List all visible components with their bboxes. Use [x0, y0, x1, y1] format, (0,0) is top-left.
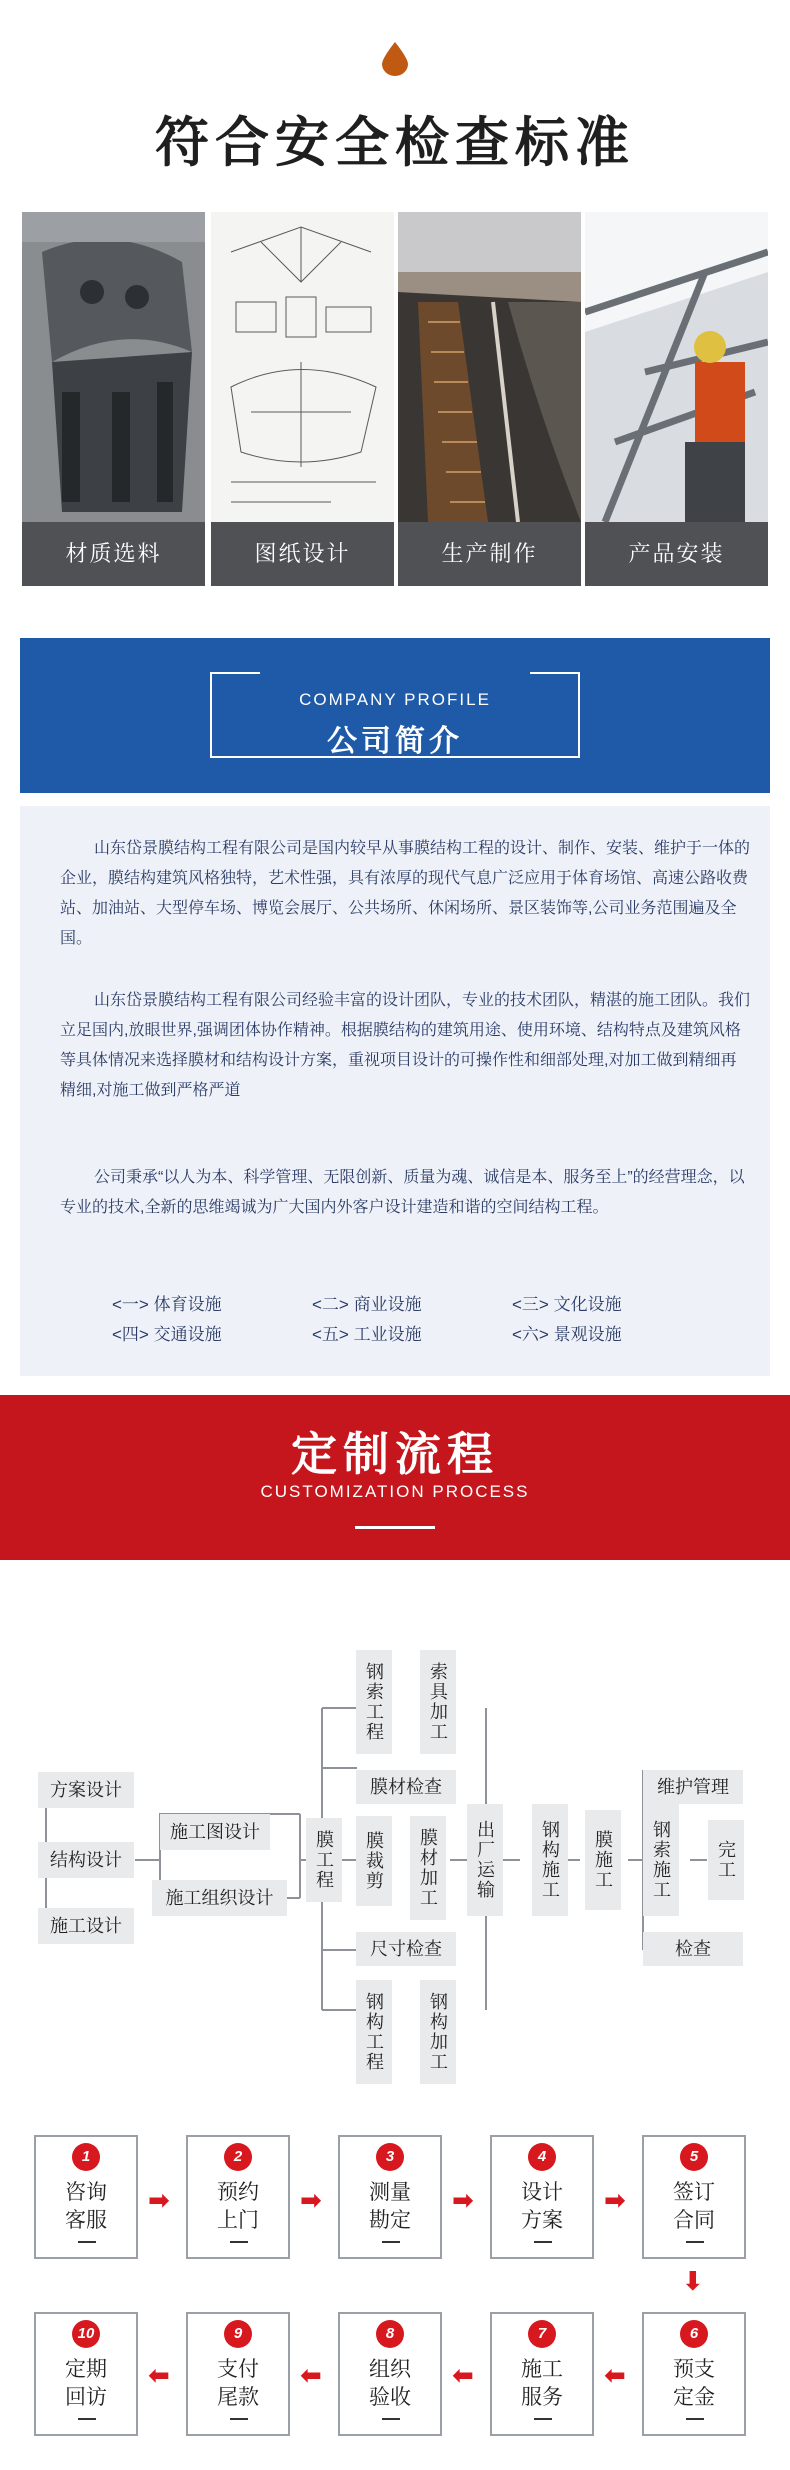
card-install-label: 产品安装 [585, 522, 768, 586]
facility-item: <三> 文化设施 [512, 1295, 622, 1314]
step-number: 9 [224, 2320, 252, 2348]
step-text: 施工 服务 [521, 2358, 563, 2409]
arrow-right-icon: ➡ [300, 2185, 322, 2215]
card-production [398, 212, 581, 586]
card-drawing-label: 图纸设计 [211, 522, 394, 586]
arrow-left-icon: ⬅ [300, 2360, 322, 2390]
profile-paragraph: 公司秉承“以人为本、科学管理、无限创新、质量为魂、诚信是本、服务至上”的经营理念，以专业的技术,全新的思维竭诚为广大国内外客户设计建造和谐的空间结构工程。 [60, 1169, 745, 1216]
flow-construction-drawing: 施工图设计 [160, 1814, 270, 1850]
arrow-right-icon: ➡ [452, 2185, 474, 2215]
card-drawing [211, 212, 394, 586]
arrow-right-icon: ➡ [148, 2185, 170, 2215]
custom-divider [355, 1526, 435, 1529]
blueprint-photo [211, 212, 394, 522]
step-card [642, 2135, 746, 2259]
custom-title-en: CUSTOMIZATION PROCESS [260, 1482, 530, 1501]
step-number: 5 [680, 2143, 708, 2171]
step-card [34, 2312, 138, 2436]
steel-parts-photo [22, 212, 205, 522]
step-text: 咨询 客服 [65, 2181, 107, 2232]
step-number: 7 [528, 2320, 556, 2348]
flow-construction-org: 施工组织设计 [152, 1880, 287, 1916]
facility-item: <一> 体育设施 [112, 1295, 222, 1314]
facility-item: <二> 商业设施 [312, 1295, 422, 1314]
water-drop-icon [382, 42, 408, 76]
flow-construction-design: 施工设计 [38, 1908, 134, 1944]
step-card [186, 2135, 290, 2259]
step-card [338, 2312, 442, 2436]
arrow-left-icon: ⬅ [604, 2360, 626, 2390]
profile-title-cn: 公司简介 [327, 725, 463, 758]
step-card [642, 2312, 746, 2436]
flow-cable-engineering: 钢索工程 [356, 1650, 392, 1754]
step-text: 预约 上门 [217, 2181, 259, 2232]
flow-cable-processing: 索具加工 [420, 1650, 456, 1754]
flow-steel-processing: 钢构加工 [420, 1980, 456, 2084]
card-install [585, 212, 768, 586]
step-number: 6 [680, 2320, 708, 2348]
flow-structure-design: 结构设计 [38, 1842, 134, 1878]
flow-membrane-engineering: 膜工程 [306, 1818, 342, 1902]
step-number: 4 [528, 2143, 556, 2171]
flow-maintenance: 维护管理 [643, 1770, 743, 1804]
step-number: 8 [376, 2320, 404, 2348]
facility-item: <五> 工业设施 [312, 1325, 422, 1344]
arrow-left-icon: ⬅ [148, 2360, 170, 2390]
profile-paragraph: 山东岱景膜结构工程有限公司经验丰富的设计团队，专业的技术团队，精湛的施工团队。我们立足国内,放眼世界,强调团体协作精神。根据膜结构的建筑用途、使用环境、结构特点及建筑风格等具体情况来选择膜材和结构设计方案，重视项目设计的可操作性和细部处理,对加工做到精细再精细,对施工做到严格严道 [60, 992, 751, 1099]
process-flow-diagram [0, 1620, 790, 2090]
step-text: 定期 回访 [65, 2358, 107, 2409]
step-text: 签订 合同 [673, 2181, 715, 2232]
safety-section [0, 0, 790, 620]
flow-complete: 完工 [708, 1820, 744, 1900]
card-material [22, 212, 205, 586]
profile-body [20, 806, 770, 1376]
welding-production-photo [398, 212, 581, 522]
flow-size-check: 尺寸检查 [356, 1932, 456, 1966]
step-text: 支付 尾款 [217, 2358, 259, 2409]
profile-title-en: COMPANY PROFILE [299, 690, 491, 709]
step-card [34, 2135, 138, 2259]
step-text: 预支 定金 [673, 2358, 715, 2409]
profile-paragraph: 山东岱景膜结构工程有限公司是国内较早从事膜结构工程的设计、制作、安装、维护于一体的企业，膜结构建筑风格独特，艺术性强，具有浓厚的现代气息广泛应用于体育场馆、高速公路收费站、加油站、大型停车场、博览会展厅、公共场所、休闲场所、景区装饰等,公司业务范围遍及全国。 [60, 840, 751, 947]
step-card [186, 2312, 290, 2436]
arrow-left-icon: ⬅ [452, 2360, 474, 2390]
flow-cable-construction: 钢索施工 [643, 1804, 679, 1916]
step-card [490, 2135, 594, 2259]
step-text: 测量 勘定 [369, 2181, 411, 2232]
flow-inspection: 检查 [643, 1932, 743, 1966]
flow-membrane-cutting: 膜裁剪 [356, 1816, 392, 1906]
arrow-right-icon: ➡ [604, 2185, 626, 2215]
step-number: 2 [224, 2143, 252, 2171]
step-number: 10 [72, 2320, 100, 2348]
card-production-label: 生产制作 [398, 522, 581, 586]
flow-steel-construction: 钢构施工 [532, 1804, 568, 1916]
flow-plan-design: 方案设计 [38, 1772, 134, 1808]
safety-title: 符合安全检查标准 [155, 113, 635, 173]
facility-item: <六> 景观设施 [512, 1325, 622, 1344]
step-text: 设计 方案 [521, 2181, 563, 2232]
step-number: 1 [72, 2143, 100, 2171]
step-text: 组织 验收 [369, 2358, 411, 2409]
arrow-down-icon: ⬇ [682, 2266, 704, 2296]
flow-membrane-check: 膜材检查 [356, 1770, 456, 1804]
flow-steel-engineering: 钢构工程 [356, 1980, 392, 2084]
installation-worker-photo [585, 212, 768, 522]
step-number: 3 [376, 2143, 404, 2171]
flow-shipping: 出厂运输 [467, 1804, 503, 1916]
step-card [490, 2312, 594, 2436]
flow-membrane-construction: 膜施工 [585, 1810, 621, 1910]
custom-title-cn: 定制流程 [291, 1428, 499, 1480]
flow-membrane-processing: 膜材加工 [410, 1816, 446, 1920]
card-material-label: 材质选料 [22, 522, 205, 586]
facility-item: <四> 交通设施 [112, 1325, 222, 1344]
step-card [338, 2135, 442, 2259]
